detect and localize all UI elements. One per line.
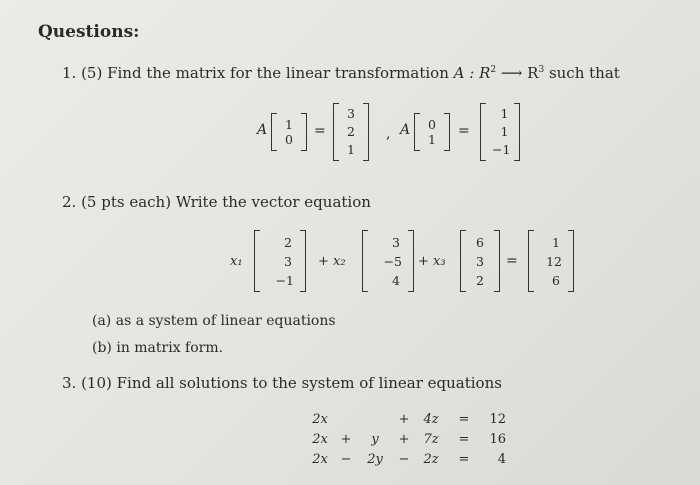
q2-rhs-entry-1: 1	[552, 234, 560, 250]
q2-rhs-entry-2: 12	[546, 253, 562, 269]
q2-c3-entry-1: 6	[476, 234, 484, 250]
q2-c1-entry-1: 2	[284, 234, 292, 250]
q1-w2-entry-3: −1	[492, 142, 511, 157]
q1-e2-entry-2: 1	[428, 132, 436, 147]
q3-equation-term: +	[398, 412, 410, 427]
q2-part-b: (b) in matrix form.	[92, 340, 224, 356]
q1-comma: ,	[386, 126, 391, 142]
q1-arrow: ⟶ R	[496, 64, 539, 82]
q1-equals-1: =	[314, 123, 326, 139]
q1-map: A : R	[453, 64, 491, 82]
q1-vector-e1	[271, 113, 307, 151]
q1-image-e1	[333, 103, 369, 161]
q3-equation-term: =	[458, 412, 470, 427]
q3-equation-term: 7z	[423, 432, 439, 447]
q1-sup-codomain: 3	[538, 65, 545, 75]
q1-w2-entry-1: 1	[500, 106, 509, 121]
q1-w2-entry-2: 1	[500, 124, 509, 139]
q3-equation-term: 2y	[367, 452, 383, 467]
q1-w1-entry-3: 1	[347, 142, 355, 157]
q3-equation-term: +	[398, 432, 410, 447]
q2-column-3	[460, 230, 500, 292]
q1-e2-entry-1: 0	[428, 117, 436, 132]
q2-column-2	[362, 230, 414, 292]
q2-x1-label: x₁	[230, 254, 243, 269]
q3-equation-term: 2x	[312, 412, 328, 427]
q2-part-a: (a) as a system of linear equations	[92, 313, 336, 329]
question-3-text: 3. (10) Find all solutions to the system of linear equations	[62, 374, 502, 392]
q1-A-1: A	[257, 122, 268, 138]
question-1-text	[62, 64, 620, 82]
q3-equation-term: =	[458, 452, 470, 467]
q2-x2-label: + x₂	[318, 254, 346, 269]
q3-equation-term: 16	[489, 432, 506, 447]
q1-e1-entry-2: 0	[285, 132, 293, 147]
q3-equation-term: y	[371, 432, 379, 447]
q1-A-2: A	[400, 122, 411, 138]
q1-vector-e2	[414, 113, 450, 151]
q1-prefix: 1. (5) Find the matrix for the linear transformation	[62, 64, 454, 82]
q3-equation-term: 2z	[423, 452, 439, 467]
q3-equation-term: 4z	[423, 412, 439, 427]
q3-equation-term: −	[398, 452, 410, 467]
q2-rhs-entry-3: 6	[552, 272, 560, 288]
q2-c3-entry-2: 3	[476, 253, 484, 269]
q1-e1-entry-1: 1	[285, 117, 293, 132]
q1-sup-domain: 2	[490, 65, 497, 75]
q3-equation-term: 2x	[312, 432, 328, 447]
q3-equation-term: −	[340, 452, 352, 467]
q2-equals: =	[506, 253, 518, 269]
q3-equation-term: 12	[489, 412, 506, 427]
q1-suffix: such that	[544, 64, 620, 82]
q3-equation-term: 2x	[312, 452, 328, 467]
q2-c2-entry-2: −5	[383, 253, 402, 269]
q1-equals-2: =	[458, 123, 470, 139]
q2-rhs-vector	[528, 230, 574, 292]
question-2-text: 2. (5 pts each) Write the vector equation	[62, 193, 371, 211]
q2-c2-entry-3: 4	[392, 272, 400, 288]
q3-equation-term: 4	[497, 452, 506, 467]
q2-c3-entry-3: 2	[476, 272, 484, 288]
q2-c2-entry-1: 3	[392, 234, 400, 250]
q1-image-e2	[480, 103, 520, 161]
q2-c1-entry-3: −1	[275, 272, 294, 288]
questions-heading: Questions:	[38, 22, 140, 42]
q2-c1-entry-2: 3	[284, 253, 292, 269]
q3-equation-term: +	[340, 432, 352, 447]
q2-column-1	[254, 230, 306, 292]
q2-x3-label: + x₃	[418, 254, 446, 269]
q1-w1-entry-1: 3	[347, 106, 355, 121]
q3-equation-term: =	[458, 432, 470, 447]
q1-w1-entry-2: 2	[347, 124, 355, 139]
